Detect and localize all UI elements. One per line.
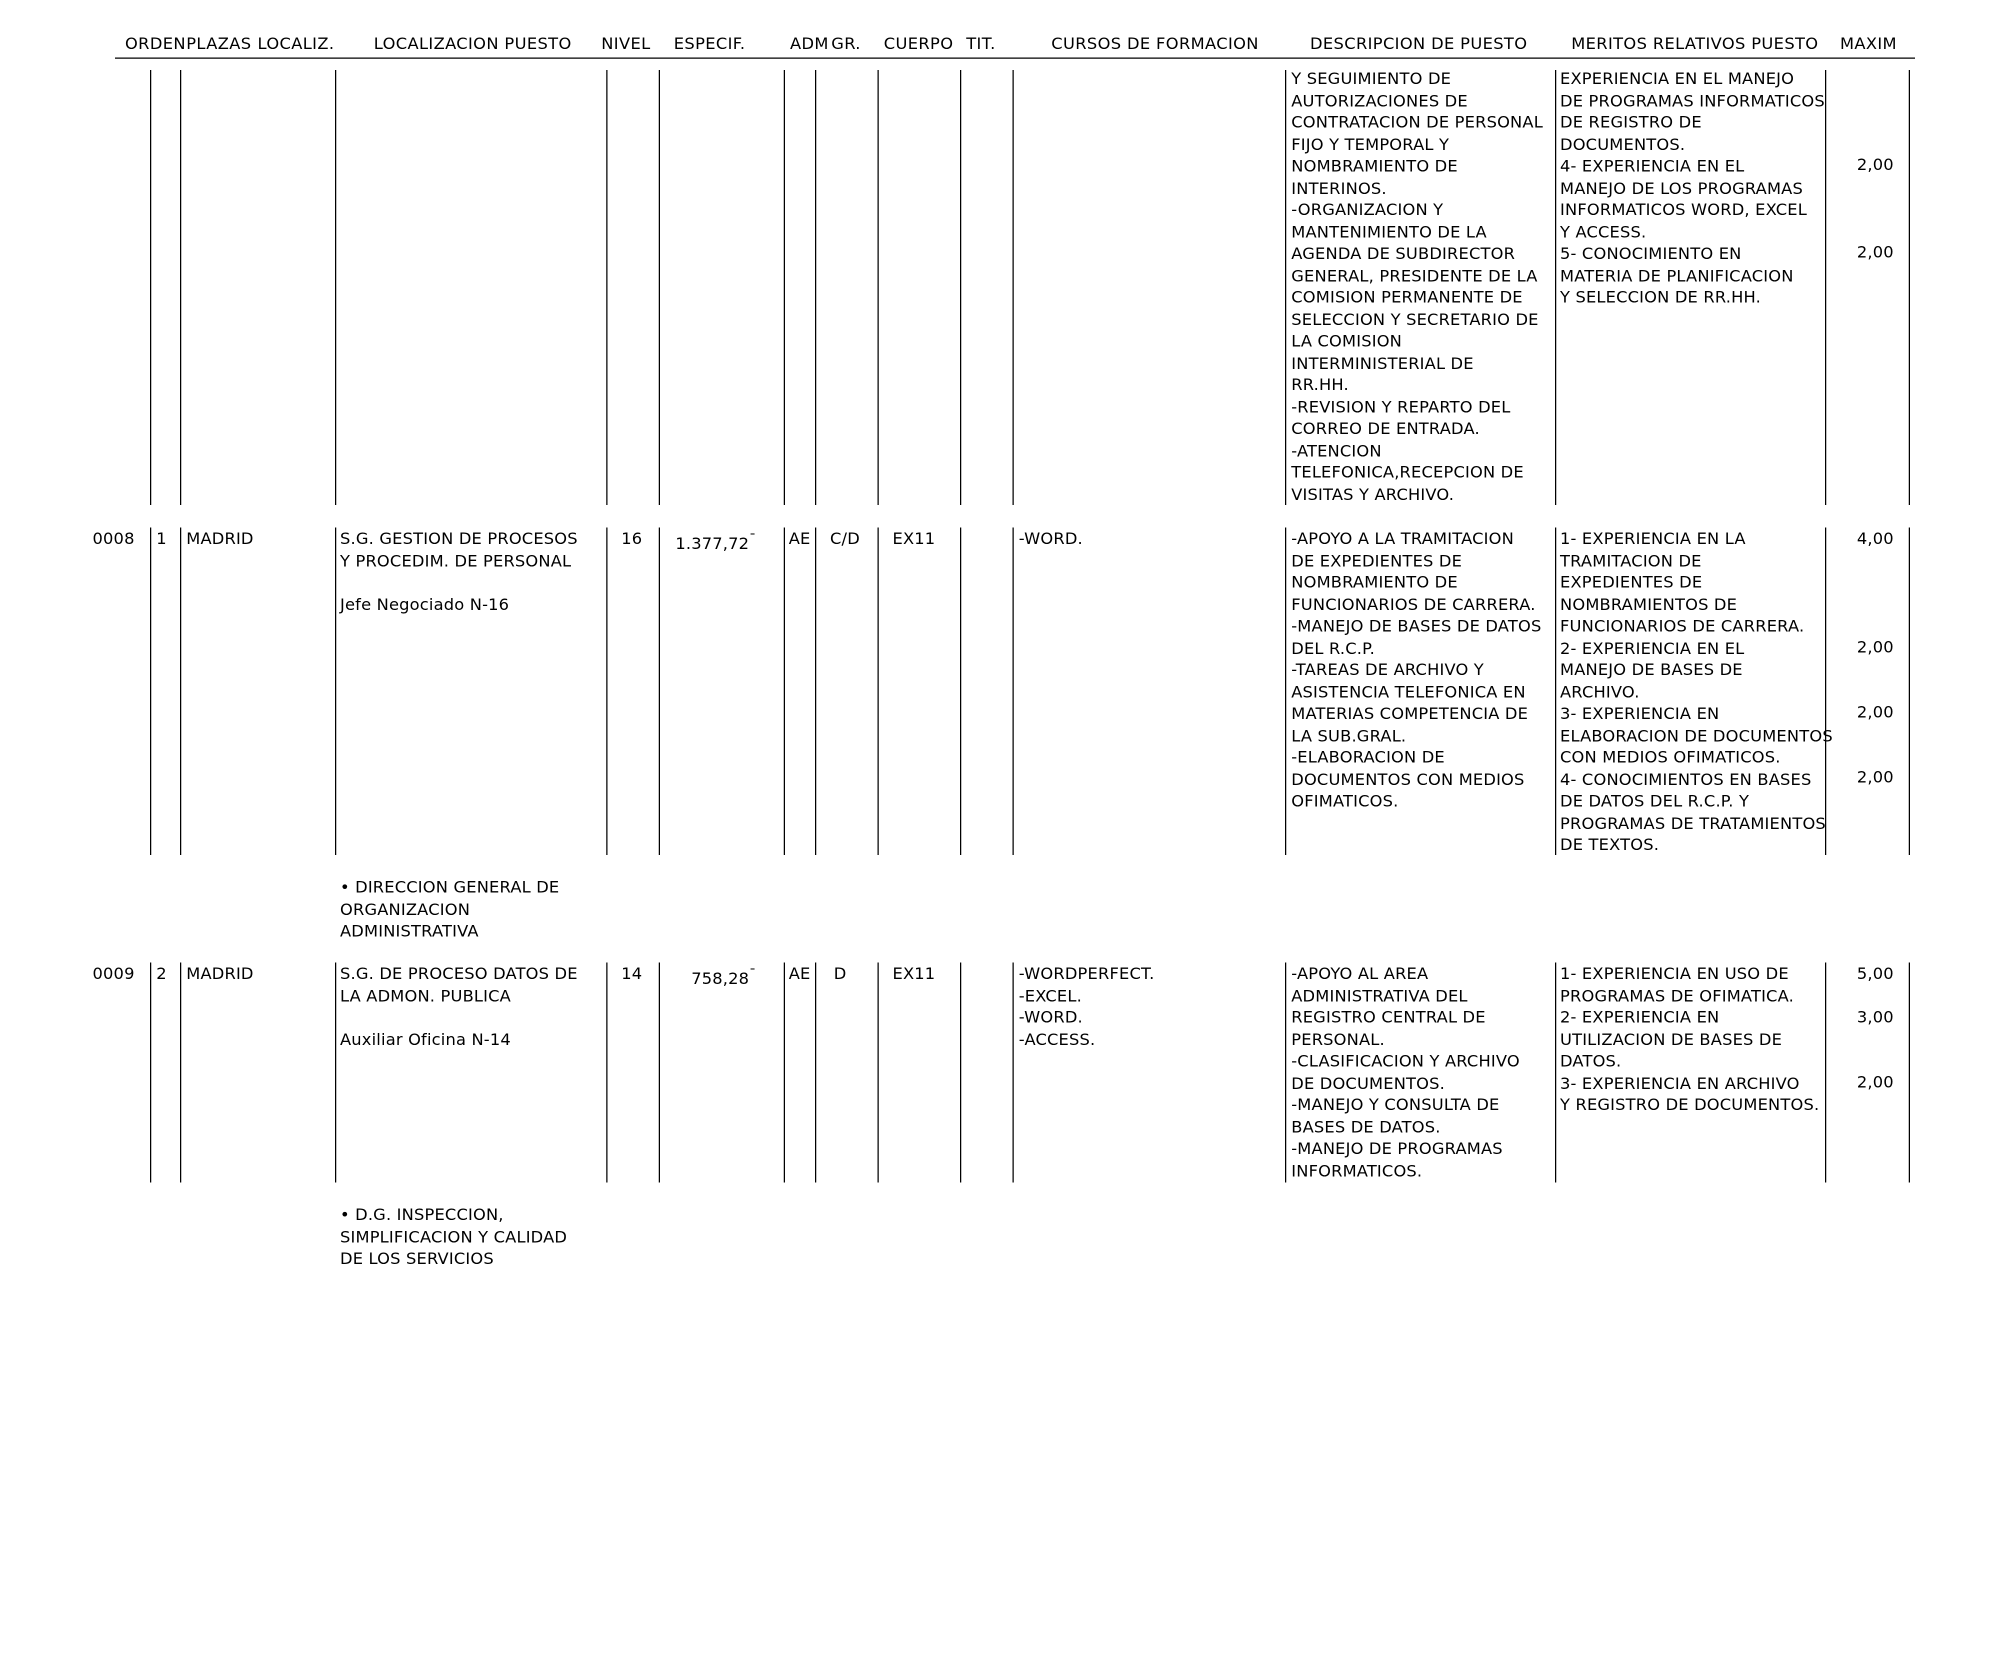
header-tit: TIT. <box>966 35 996 54</box>
row-plazas: 1 <box>156 530 167 549</box>
row-puntos-0: 5,00 <box>1856 965 1894 984</box>
row-gr: D <box>833 965 847 984</box>
row-plazas: 2 <box>156 965 167 984</box>
row-gr: C/D <box>830 530 860 549</box>
continuation-meritos: EXPERIENCIA EN EL MANEJO DE PROGRAMAS INFORMATICOS DE REGISTRO DE DOCUMENTOS. 4- EXPERIENCIA EN EL MANEJO DE LOS PROGRAMAS INFORMATICOS WORD, EXCEL Y ACCESS. 5- CONOCIMIENTO EN MATERIA DE PLANIFICACION Y SELECCION DE RR.HH. <box>1560 70 1825 308</box>
superscript-mark: ¯ <box>749 531 757 548</box>
row-cursos: -WORD. <box>1018 530 1083 549</box>
row-meritos: 1- EXPERIENCIA EN USO DE PROGRAMAS DE OFIMATICA. 2- EXPERIENCIA EN UTILIZACION DE BASES DE DATOS. 3- EXPERIENCIA EN ARCHIVO Y REGISTRO DE DOCUMENTOS. <box>1560 965 1820 1115</box>
continuation-puntos-0: 2,00 <box>1856 156 1894 175</box>
row-adm: AE <box>788 530 811 549</box>
continuation-puntos-1: 2,00 <box>1856 243 1894 263</box>
row-puntos-2: 2,00 <box>1856 703 1894 723</box>
continuation-descripcion: Y SEGUIMIENTO DE AUTORIZACIONES DE CONTRATACION DE PERSONAL FIJO Y TEMPORAL Y NOMBRAMIENTO DE INTERINOS. -ORGANIZACION Y MANTENIMIENTO DE LA AGENDA DE SUBDIRECTOR GENERAL, PRESIDENTE DE LA COMISION PERMANENTE DE SELECCION Y SECRETARIO DE LA COMISION INTERMINISTERIAL DE RR.HH. -REVISION Y REPARTO DEL CORREO DE ENTRADA. -ATENCION TELEFONICA,RECEPCION DE VISITAS Y ARCHIVO. <box>1291 70 1543 505</box>
row-puntos-1: 2,00 <box>1856 638 1894 658</box>
header-cursos: CURSOS DE FORMACION <box>1051 35 1259 54</box>
row-puntos-3: 2,00 <box>1856 768 1894 788</box>
row-puntos-1: 3,00 <box>1856 1008 1894 1028</box>
header-cuerpo: CUERPO <box>883 35 954 54</box>
row-nivel: 16 <box>621 530 643 549</box>
header-rule <box>115 58 1915 59</box>
header-adm: ADM <box>790 35 829 54</box>
row-cuerpo: EX11 <box>892 530 936 549</box>
row-cursos: -WORDPERFECT. -EXCEL. -WORD. -ACCESS. <box>1018 965 1155 1050</box>
header-meritos: MERITOS RELATIVOS PUESTO <box>1571 35 1819 54</box>
header-localizacion-puesto: LOCALIZACION PUESTO <box>373 35 572 54</box>
header-plazas: PLAZAS <box>186 35 252 54</box>
row-puntos-0: 4,00 <box>1856 530 1894 549</box>
row-meritos: 1- EXPERIENCIA EN LA TRAMITACION DE EXPEDIENTES DE NOMBRAMIENTOS DE FUNCIONARIOS DE CARRERA. 2- EXPERIENCIA EN EL MANEJO DE BASES DE ARCHIVO. 3- EXPERIENCIA EN ELABORACION DE DOCUMENTOS CON MEDIOS OFIMATICOS. 4- CONOCIMIENTOS EN BASES DE DATOS DEL R.C.P. Y PROGRAMAS DE TRATAMIENTOS DE TEXTOS. <box>1560 530 1833 855</box>
section-heading: • DIRECCION GENERAL DE ORGANIZACION ADMINISTRATIVA <box>340 878 560 942</box>
row-localizacion: S.G. DE PROCESO DATOS DE LA ADMON. PUBLICA Auxiliar Oficina N-14 <box>340 965 578 1050</box>
row-orden: 0008 <box>92 530 135 549</box>
superscript-mark: ¯ <box>749 966 757 983</box>
header-maxim: MAXIM <box>1840 35 1897 54</box>
row-especif: 758,28¯ <box>691 966 757 989</box>
row-nivel: 14 <box>621 965 643 984</box>
row-orden: 0009 <box>92 965 135 984</box>
row-localizacion: S.G. GESTION DE PROCESOS Y PROCEDIM. DE PERSONAL Jefe Negociado N-16 <box>340 530 578 615</box>
row-puntos-2: 2,00 <box>1856 1073 1894 1093</box>
row-descripcion: -APOYO AL AREA ADMINISTRATIVA DEL REGISTRO CENTRAL DE PERSONAL. -CLASIFICACION Y ARCHIVO DE DOCUMENTOS. -MANEJO Y CONSULTA DE BASES DE DATOS. -MANEJO DE PROGRAMAS INFORMATICOS. <box>1291 965 1520 1181</box>
header-descripcion: DESCRIPCION DE PUESTO <box>1310 35 1528 54</box>
header-orden: ORDEN <box>125 35 186 54</box>
row-localiz: MADRID <box>186 965 254 984</box>
row-cuerpo: EX11 <box>892 965 936 984</box>
header-gr: GR. <box>831 35 861 54</box>
row-descripcion: -APOYO A LA TRAMITACION DE EXPEDIENTES DE NOMBRAMIENTO DE FUNCIONARIOS DE CARRERA. -MANEJO DE BASES DE DATOS DEL R.C.P. -TAREAS DE ARCHIVO Y ASISTENCIA TELEFONICA EN MATERIAS COMPETENCIA DE LA SUB.GRAL. -ELABORACION DE DOCUMENTOS CON MEDIOS OFIMATICOS. <box>1291 530 1542 812</box>
row-localiz: MADRID <box>186 530 254 549</box>
header-nivel: NIVEL <box>601 35 651 54</box>
header-localiz: LOCALIZ. <box>257 35 335 54</box>
header-especif: ESPECIF. <box>673 35 746 54</box>
section-heading: • D.G. INSPECCION, SIMPLIFICACION Y CALIDAD DE LOS SERVICIOS <box>340 1206 568 1269</box>
row-adm: AE <box>788 965 811 984</box>
row-especif: 1.377,72¯ <box>675 531 757 554</box>
